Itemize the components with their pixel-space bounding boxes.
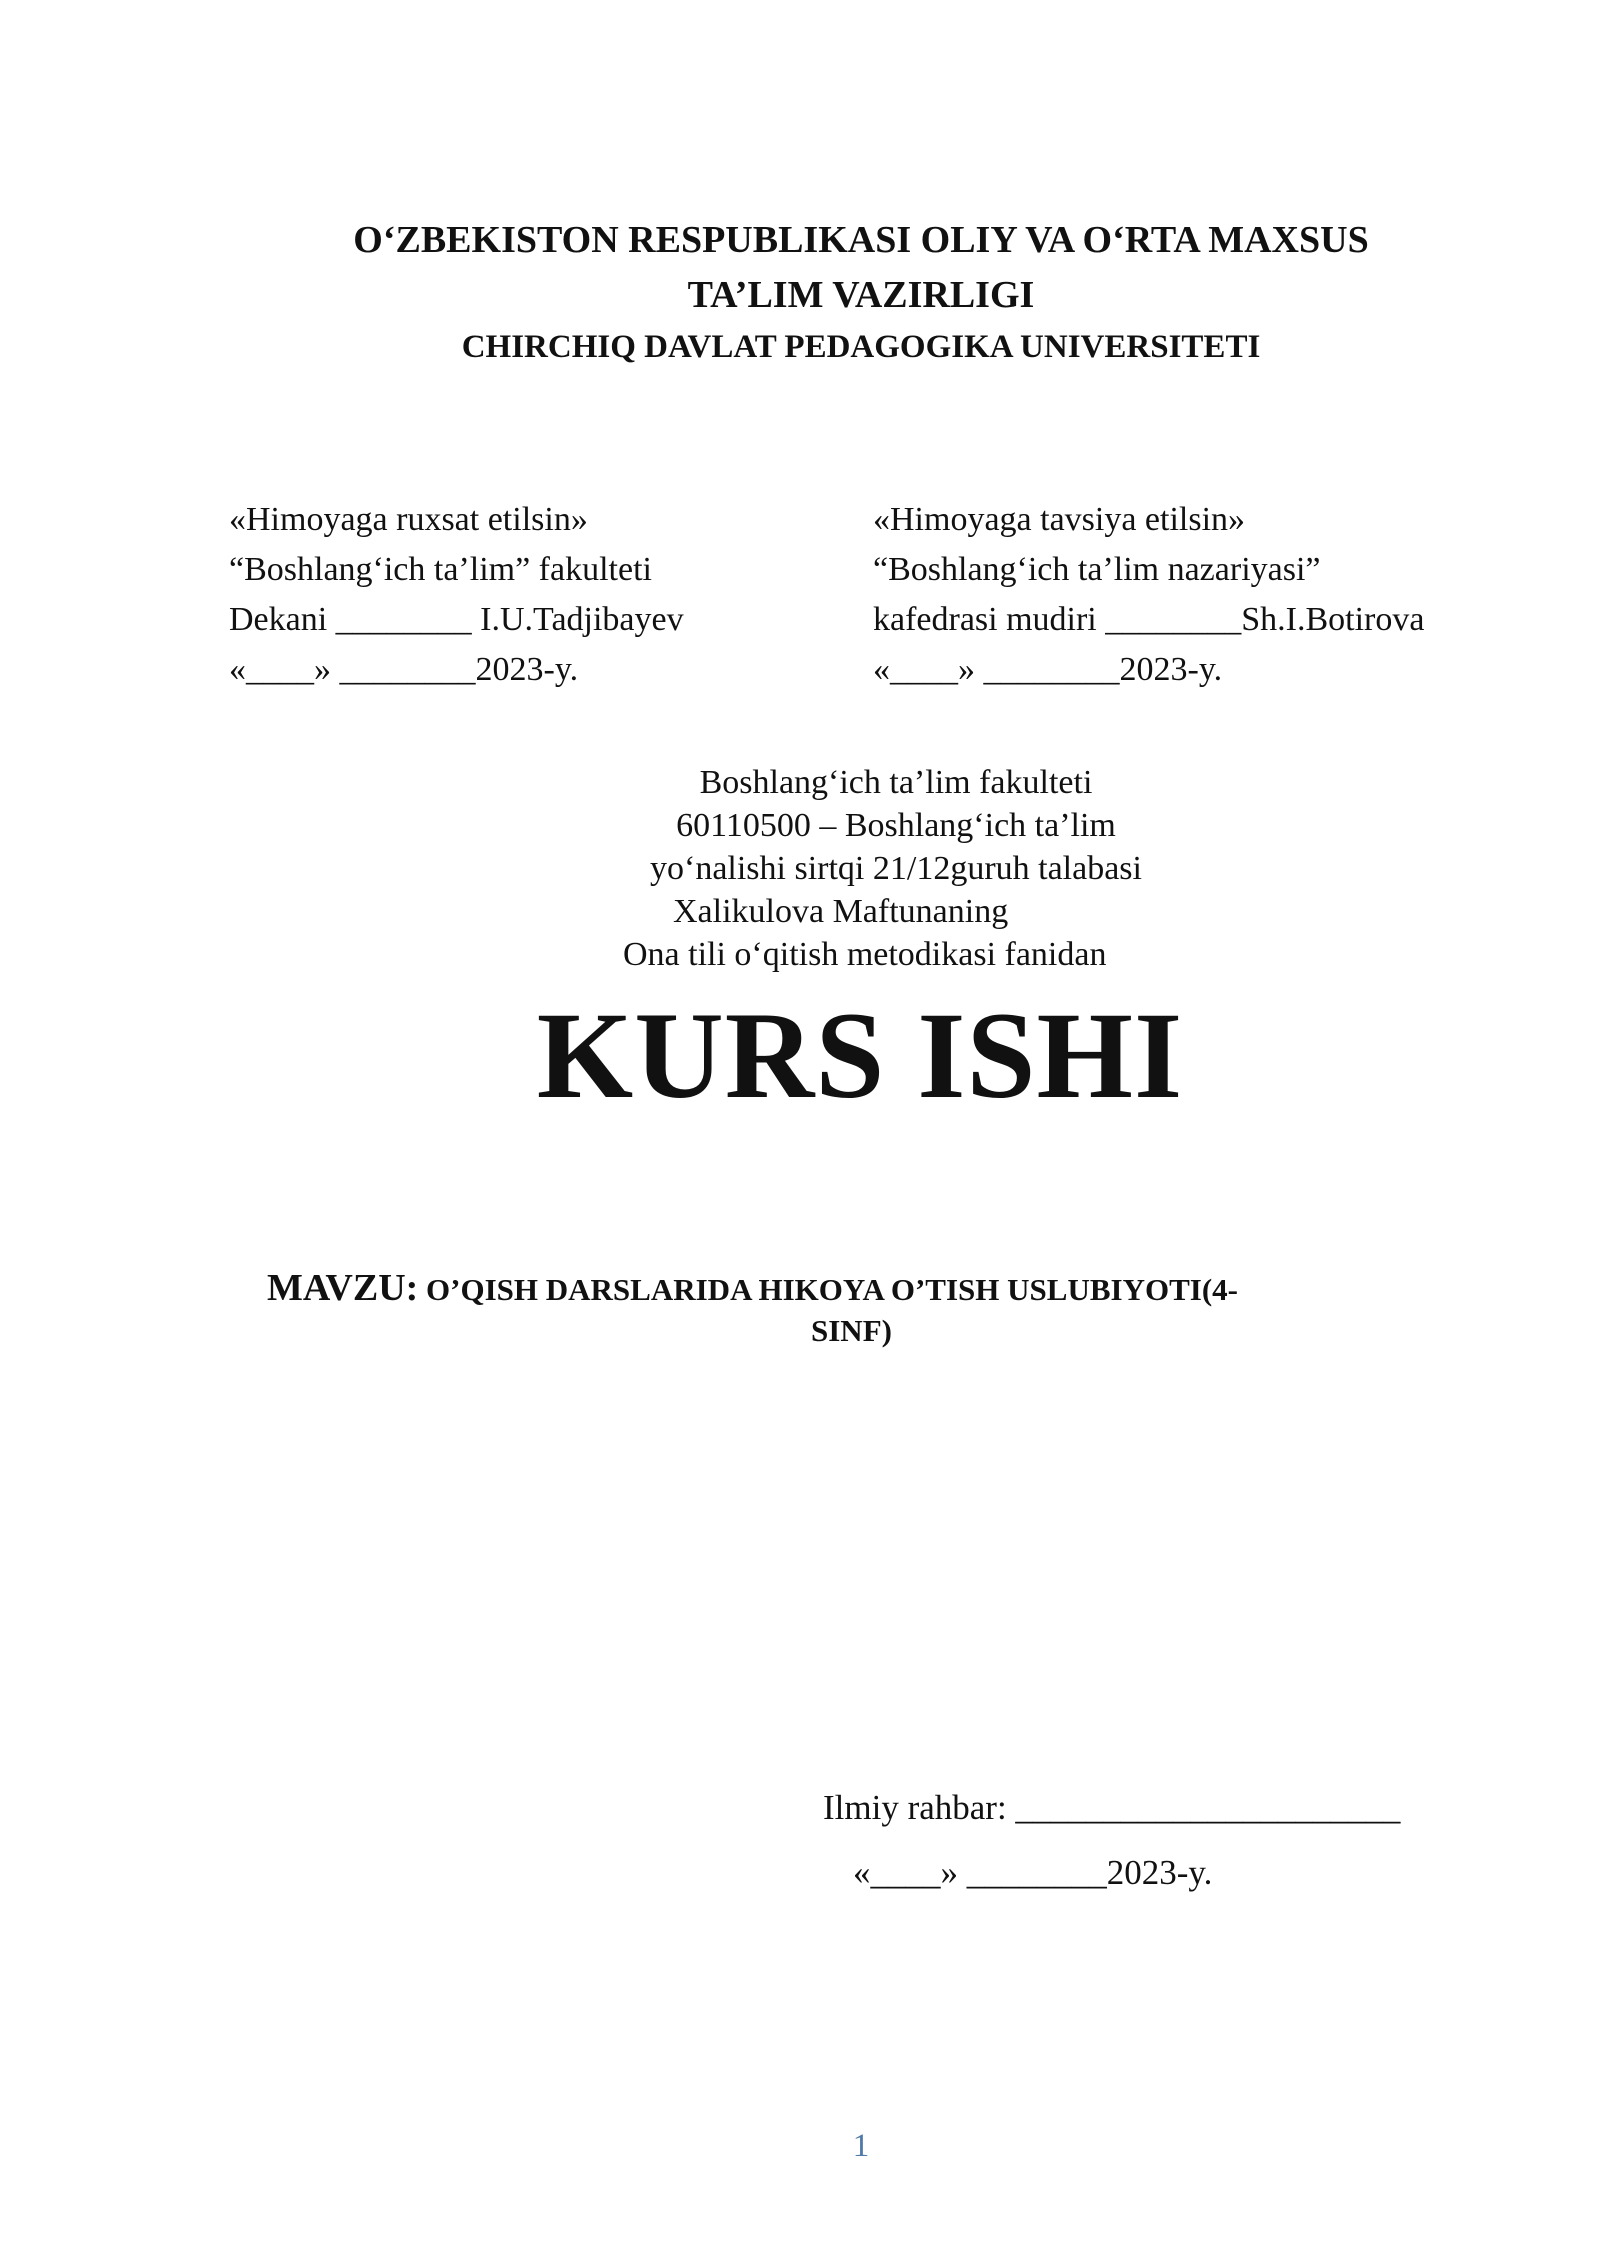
student-name: Xalikulova Maftunaning — [673, 893, 1009, 930]
approval-left-dean: Dekani ________ I.U.Tadjibayev — [229, 601, 684, 638]
approval-left-date: «____» ________2023-y. — [229, 651, 579, 688]
student-faculty: Boshlang‘ich ta’lim fakulteti — [699, 764, 1093, 801]
supervisor-date: «____» ________2023-y. — [853, 1853, 1213, 1892]
university-name: CHIRCHIQ DAVLAT PEDAGOGIKA UNIVERSITETI — [461, 329, 1261, 365]
document-title: KURS ISHI — [536, 987, 1184, 1124]
approval-right-date: «____» ________2023-y. — [873, 651, 1223, 688]
approval-right-heading: «Himoyaga tavsiya etilsin» — [873, 501, 1246, 538]
approval-right-department: “Boshlang‘ich ta’lim nazariyasi” — [873, 551, 1321, 588]
approval-right-head: kafedrasi mudiri ________Sh.I.Botirova — [873, 601, 1425, 638]
student-subject: Ona tili o‘qitish metodikasi fanidan — [623, 936, 1107, 973]
student-program: 60110500 – Boshlang‘ich ta’lim — [676, 807, 1116, 844]
topic-line-2: SINF) — [811, 1313, 892, 1348]
ministry-title-line-1: O‘ZBEKISTON RESPUBLIKASI OLIY VA O‘RTA MAXSUS — [353, 219, 1369, 261]
topic-line-1 — [267, 1266, 1238, 1310]
page-number: 1 — [852, 2128, 870, 2164]
ministry-title-line-2: TA’LIM VAZIRLIGI — [687, 274, 1035, 316]
student-group: yo‘nalishi sirtqi 21/12guruh talabasi — [650, 850, 1142, 887]
topic-label: MAVZU: — [267, 1267, 419, 1309]
approval-left-faculty: “Boshlang‘ich ta’lim” fakulteti — [229, 551, 652, 588]
supervisor-label: Ilmiy rahbar: ______________________ — [823, 1788, 1401, 1827]
approval-left-heading: «Himoyaga ruxsat etilsin» — [229, 501, 588, 538]
topic-text: O’QISH DARSLARIDA HIKOYA O’TISH USLUBIYOTI(4- — [426, 1272, 1238, 1307]
